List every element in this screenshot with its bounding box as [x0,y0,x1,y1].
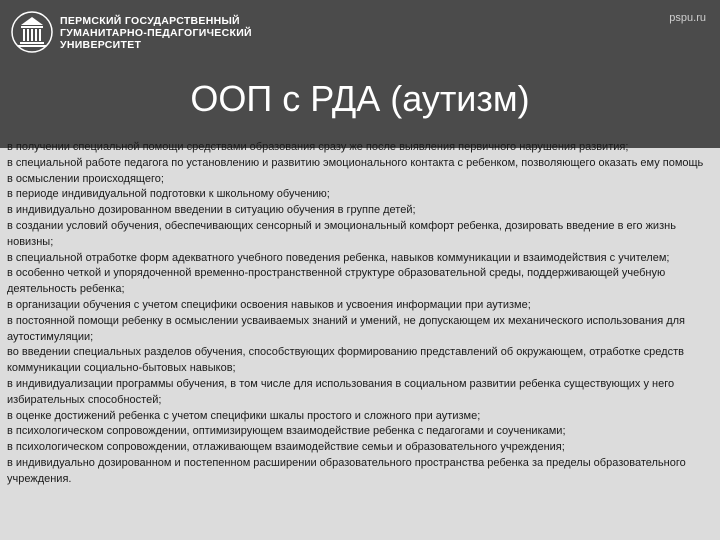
site-url: pspu.ru [669,12,706,24]
list-item: в получении специальной помощи средствами образования сразу же после выявления первичного нарушения развития; [7,141,629,153]
content-list [7,140,711,488]
list-item: во введении специальных разделов обучения, способствующих формированию представлений об окружающем, отработке средств коммуникации социально-бытовых навыков; [7,346,684,375]
list-item: в оценке достижений ребенка с учетом специфики шкалы простого и сложного при аутизме; [7,409,481,422]
list-item: в специальной работе педагога по установлению и развитию эмоционального контакта с ребенком, позволяющего оказать ему помощь в осмыслении происходящего; [7,156,704,185]
list-item: в психологическом сопровождении, отлаживающем взаимодействие семьи и образовательного учреждения; [7,441,565,454]
list-item: в психологическом сопровождении, оптимизирующем взаимодействие ребенка с педагогами и соучениками; [7,425,566,438]
list-item: в индивидуально дозированном введении в ситуацию обучения в группе детей; [7,204,416,217]
slide-title: ООП с РДА (аутизм) [190,78,530,119]
list-item: в организации обучения с учетом специфики освоения навыков и усвоения информации при аутизме; [7,298,531,311]
list-item: в постоянной помощи ребенку в осмыслении усваиваемых знаний и умений, не допускающем их механического использования для аутостимуляции; [7,314,686,343]
list-item: в индивидуализации программы обучения, в том числе для использования в социальном развитии ребенка существующих у него избирательных способностей; [7,377,675,406]
university-building-logo-icon [10,10,54,54]
list-item: в специальной отработке форм адекватного учебного поведения ребенка, навыков коммуникации и взаимодействия с учителем; [7,251,670,264]
list-item: в периоде индивидуальной подготовки к школьному обучению; [7,188,330,201]
header-band [0,0,720,148]
university-name: ПЕРМСКИЙ ГОСУДАРСТВЕННЫЙ ГУМАНИТАРНО-ПЕДАГОГИЧЕСКИЙ УНИВЕРСИТЕТ [60,15,252,51]
list-item: в особенно четкой и упорядоченной временно-пространственной структуре образовательной среды, поддерживающей учебную деятельность ребенка; [7,267,666,296]
list-item: в создании условий обучения, обеспечивающих сенсорный и эмоциональный комфорт ребенка, дозировать введение в его жизнь новизны; [7,219,676,248]
list-item: в индивидуально дозированном и постепенном расширении образовательного пространства ребенка за пределы образовательного учреждения. [7,456,686,485]
